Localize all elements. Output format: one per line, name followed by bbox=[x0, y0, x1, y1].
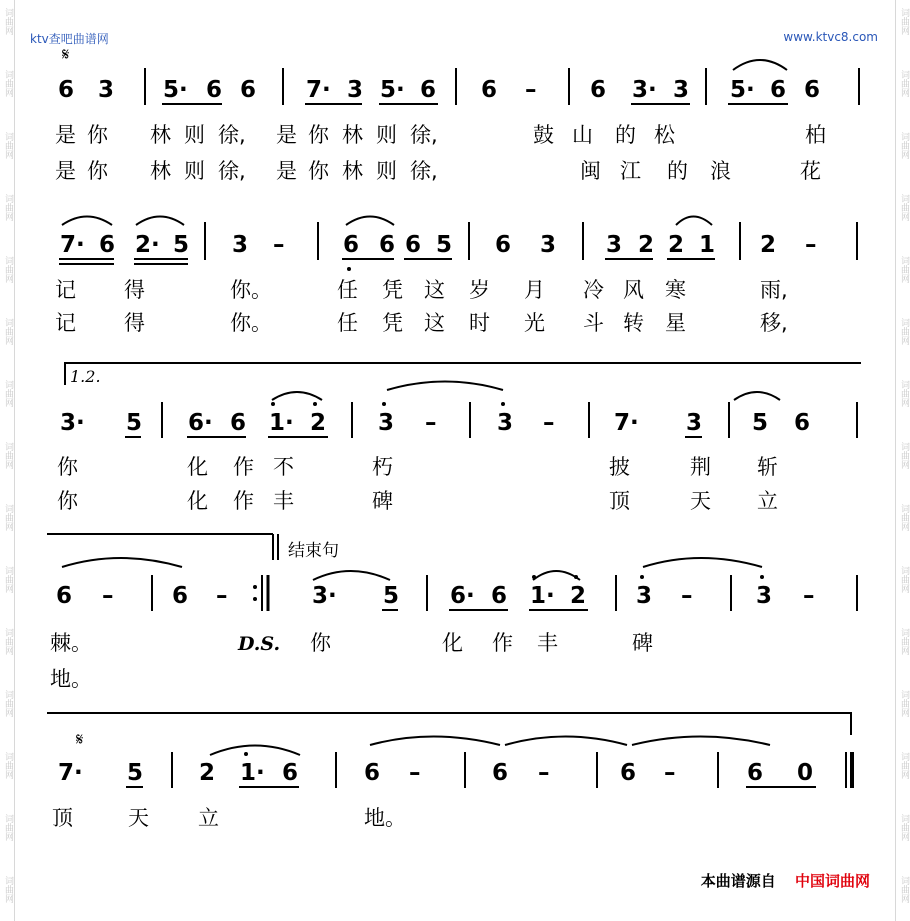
footer-source: 本曲谱源自 bbox=[700, 872, 776, 890]
lyric-char: 林 bbox=[342, 159, 363, 183]
lyric-char: 风 bbox=[623, 278, 644, 302]
lyric-char: 作 bbox=[233, 489, 254, 513]
svg-text:3·: 3· bbox=[60, 410, 85, 436]
lyric-char: 任 bbox=[337, 278, 358, 302]
lyric-char: 丰 bbox=[273, 489, 294, 513]
svg-text:–: – bbox=[538, 760, 550, 786]
lyric-char: 你 bbox=[87, 159, 108, 183]
lyric-char: 寒 bbox=[665, 278, 686, 302]
svg-text:2: 2 bbox=[760, 232, 777, 258]
svg-text:2: 2 bbox=[570, 583, 587, 609]
lyric-char: 星 bbox=[665, 311, 686, 335]
svg-text:6: 6 bbox=[481, 77, 498, 103]
lyric-char: 雨, bbox=[760, 278, 788, 302]
svg-text:–: – bbox=[273, 232, 285, 258]
side-watermark-text: 词曲网 bbox=[3, 690, 13, 717]
lyric-char: 化 bbox=[442, 631, 463, 655]
side-watermark-text: 词曲网 bbox=[899, 132, 909, 159]
lyric-char: 柏 bbox=[805, 123, 826, 147]
svg-text:2·: 2· bbox=[135, 232, 160, 258]
svg-text:6: 6 bbox=[364, 760, 381, 786]
svg-text:6: 6 bbox=[491, 583, 508, 609]
svg-text:6: 6 bbox=[56, 583, 73, 609]
lyric-char: 斩 bbox=[757, 455, 778, 479]
svg-text:2: 2 bbox=[638, 232, 655, 258]
lyric-char: 你 bbox=[57, 455, 78, 479]
svg-text:–: – bbox=[543, 410, 555, 436]
svg-text:5: 5 bbox=[173, 232, 190, 258]
side-watermark-text: 词曲网 bbox=[3, 70, 13, 97]
lyric-char: 你 bbox=[57, 489, 78, 513]
lyric-char: 碑 bbox=[632, 631, 653, 655]
side-watermark-text: 词曲网 bbox=[899, 876, 909, 903]
lyric-char: 顶 bbox=[52, 806, 73, 830]
lyric-char: 斗 bbox=[583, 311, 604, 335]
side-watermark-text: 词曲网 bbox=[899, 690, 909, 717]
side-watermark-text: 词曲网 bbox=[899, 318, 909, 345]
lyric-char: 是 bbox=[55, 123, 76, 147]
lyric-char: 移, bbox=[760, 311, 788, 335]
svg-text:1·: 1· bbox=[530, 583, 555, 609]
lyric-char: 浪 bbox=[710, 159, 731, 183]
svg-text:6: 6 bbox=[172, 583, 189, 609]
lyric-char: 丰 bbox=[537, 631, 558, 655]
svg-text:3: 3 bbox=[540, 232, 557, 258]
svg-text:5: 5 bbox=[436, 232, 453, 258]
svg-text:–: – bbox=[803, 583, 815, 609]
lyric-char: 得 bbox=[124, 311, 145, 335]
lyric-char: 的 bbox=[615, 123, 636, 147]
side-watermark-text: 词曲网 bbox=[899, 628, 909, 655]
svg-text:3: 3 bbox=[686, 410, 703, 436]
side-watermark-text: 词曲网 bbox=[3, 566, 13, 593]
svg-text:7·: 7· bbox=[58, 760, 83, 786]
side-watermark-text: 词曲网 bbox=[899, 380, 909, 407]
svg-text:–: – bbox=[425, 410, 437, 436]
lyric-char: 转 bbox=[623, 311, 644, 335]
segno-mark-2: 𝄋 bbox=[76, 730, 84, 750]
svg-text:0: 0 bbox=[797, 760, 814, 786]
lyric-char: 这 bbox=[424, 311, 445, 335]
ds-label: D.S. bbox=[238, 633, 281, 655]
side-watermark-text: 词曲网 bbox=[899, 70, 909, 97]
lyric-char: 作 bbox=[233, 455, 254, 479]
lyric-char: 是 bbox=[276, 159, 297, 183]
lyric-char: 这 bbox=[424, 278, 445, 302]
lyric-char: 花 bbox=[800, 159, 821, 183]
side-watermark-text: 词曲网 bbox=[3, 814, 13, 841]
side-watermark-text: 词曲网 bbox=[899, 442, 909, 469]
segno-mark: 𝄋 bbox=[62, 45, 70, 65]
svg-text:3: 3 bbox=[98, 77, 115, 103]
side-watermark-text: 词曲网 bbox=[3, 628, 13, 655]
side-watermark-text: 词曲网 bbox=[3, 132, 13, 159]
svg-text:3·: 3· bbox=[312, 583, 337, 609]
ending-label: 结束句 bbox=[288, 541, 339, 561]
side-watermark-text: 词曲网 bbox=[899, 814, 909, 841]
svg-text:6: 6 bbox=[405, 232, 422, 258]
lyric-char: 是 bbox=[276, 123, 297, 147]
lyric-char: 岁 bbox=[469, 278, 490, 302]
svg-text:3: 3 bbox=[606, 232, 623, 258]
lyric-char: 时 bbox=[469, 311, 490, 335]
svg-text:3·: 3· bbox=[632, 77, 657, 103]
svg-text:6: 6 bbox=[794, 410, 811, 436]
lyric-char: 你 bbox=[87, 123, 108, 147]
lyric-char: 徐, bbox=[410, 123, 438, 147]
svg-text:6: 6 bbox=[379, 232, 396, 258]
lyric-char: 徐, bbox=[410, 159, 438, 183]
svg-text:1: 1 bbox=[699, 232, 716, 258]
svg-text:5·: 5· bbox=[380, 77, 405, 103]
footer-site: 中国词曲网 bbox=[794, 872, 870, 890]
lyric-char: 得 bbox=[124, 278, 145, 302]
svg-text:1·: 1· bbox=[240, 760, 265, 786]
side-watermark-text: 词曲网 bbox=[899, 8, 909, 35]
svg-text:6: 6 bbox=[343, 232, 360, 258]
lyric-char: 棘。 bbox=[50, 631, 92, 655]
volta-label: 1.2. bbox=[70, 367, 101, 386]
svg-text:5·: 5· bbox=[730, 77, 755, 103]
lyric-char: 天 bbox=[128, 806, 149, 830]
lyric-char: 凭 bbox=[382, 311, 403, 335]
svg-text:5: 5 bbox=[126, 410, 143, 436]
svg-text:2: 2 bbox=[668, 232, 685, 258]
svg-text:3: 3 bbox=[347, 77, 364, 103]
side-watermark-text: 词曲网 bbox=[3, 876, 13, 903]
svg-text:6: 6 bbox=[804, 77, 821, 103]
lyric-char: 顶 bbox=[609, 489, 630, 513]
lyric-char: 月 bbox=[524, 278, 545, 302]
svg-text:7·: 7· bbox=[60, 232, 85, 258]
lyric-char: 你。 bbox=[230, 311, 272, 335]
lyric-char: 闽 bbox=[580, 159, 601, 183]
lyric-char: 你 bbox=[308, 159, 329, 183]
svg-text:6: 6 bbox=[230, 410, 247, 436]
side-watermark-text: 词曲网 bbox=[899, 752, 909, 779]
svg-text:6: 6 bbox=[747, 760, 764, 786]
svg-text:3: 3 bbox=[756, 583, 773, 609]
svg-text:6: 6 bbox=[240, 77, 257, 103]
svg-text:–: – bbox=[409, 760, 421, 786]
lyric-char: 不 bbox=[273, 455, 294, 479]
lyric-char: 地。 bbox=[50, 667, 92, 691]
lyric-char: 江 bbox=[620, 159, 641, 183]
lyric-char: 披 bbox=[609, 455, 630, 479]
svg-text:3: 3 bbox=[497, 410, 514, 436]
svg-text:6: 6 bbox=[770, 77, 787, 103]
lyric-char: 朽 bbox=[372, 455, 393, 479]
lyric-char: 则 bbox=[376, 123, 397, 147]
lyric-char: 光 bbox=[524, 311, 545, 335]
lyric-char: 徐, bbox=[218, 159, 246, 183]
svg-text:–: – bbox=[525, 77, 537, 103]
side-watermark-text: 词曲网 bbox=[899, 256, 909, 283]
lyric-char: 碑 bbox=[372, 489, 393, 513]
svg-text:2: 2 bbox=[310, 410, 327, 436]
svg-text:2: 2 bbox=[199, 760, 216, 786]
lyric-char: 你。 bbox=[230, 278, 272, 302]
svg-text:6·: 6· bbox=[450, 583, 475, 609]
lyric-char: 任 bbox=[337, 311, 358, 335]
svg-text:3: 3 bbox=[673, 77, 690, 103]
lyric-char: 是 bbox=[55, 159, 76, 183]
svg-text:–: – bbox=[664, 760, 676, 786]
lyric-char: 徐, bbox=[218, 123, 246, 147]
side-watermark-text: 词曲网 bbox=[3, 442, 13, 469]
lyric-char: 你 bbox=[310, 631, 331, 655]
side-watermark-text: 词曲网 bbox=[3, 194, 13, 221]
lyric-char: 林 bbox=[150, 159, 171, 183]
svg-text:5·: 5· bbox=[163, 77, 188, 103]
side-watermark-text: 词曲网 bbox=[3, 318, 13, 345]
lyric-char: 立 bbox=[757, 489, 778, 513]
watermark-left: ktv查吧曲谱网 bbox=[30, 32, 109, 46]
lyric-char: 山 bbox=[572, 123, 593, 147]
svg-text:6: 6 bbox=[282, 760, 299, 786]
lyric-char: 荆 bbox=[690, 455, 711, 479]
lyric-char: 林 bbox=[150, 123, 171, 147]
svg-text:6: 6 bbox=[420, 77, 437, 103]
lyric-char: 则 bbox=[184, 123, 205, 147]
watermark-right: www.ktvc8.com bbox=[783, 30, 878, 44]
lyric-char: 松 bbox=[654, 123, 675, 147]
svg-text:6: 6 bbox=[58, 77, 75, 103]
lyric-char: 则 bbox=[184, 159, 205, 183]
svg-text:–: – bbox=[805, 232, 817, 258]
lyric-char: 化 bbox=[187, 455, 208, 479]
lyric-char: 林 bbox=[342, 123, 363, 147]
lyric-char: 作 bbox=[492, 631, 513, 655]
lyric-char: 则 bbox=[376, 159, 397, 183]
svg-text:6: 6 bbox=[99, 232, 116, 258]
svg-text:6: 6 bbox=[590, 77, 607, 103]
svg-text:6: 6 bbox=[495, 232, 512, 258]
svg-text:1·: 1· bbox=[269, 410, 294, 436]
svg-text:7·: 7· bbox=[614, 410, 639, 436]
lyric-char: 鼓 bbox=[533, 123, 554, 147]
footer bbox=[701, 870, 870, 891]
side-watermark-text: 词曲网 bbox=[3, 380, 13, 407]
lyric-char: 的 bbox=[667, 159, 688, 183]
svg-text:3: 3 bbox=[636, 583, 653, 609]
svg-text:5: 5 bbox=[127, 760, 144, 786]
lyric-char: 天 bbox=[690, 489, 711, 513]
svg-text:5: 5 bbox=[752, 410, 769, 436]
lyric-char: 立 bbox=[198, 806, 219, 830]
lyric-char: 凭 bbox=[382, 278, 403, 302]
svg-text:3: 3 bbox=[232, 232, 249, 258]
lyric-char: 地。 bbox=[364, 806, 406, 830]
lyric-char: 化 bbox=[187, 489, 208, 513]
svg-text:–: – bbox=[102, 583, 114, 609]
side-watermark-text: 词曲网 bbox=[3, 256, 13, 283]
lyric-char: 冷 bbox=[583, 278, 604, 302]
svg-text:5: 5 bbox=[383, 583, 400, 609]
svg-text:6·: 6· bbox=[188, 410, 213, 436]
side-watermark-text: 词曲网 bbox=[899, 194, 909, 221]
svg-text:–: – bbox=[681, 583, 693, 609]
side-watermark-text: 词曲网 bbox=[3, 504, 13, 531]
svg-text:6: 6 bbox=[206, 77, 223, 103]
svg-text:7·: 7· bbox=[306, 77, 331, 103]
lyric-char: 记 bbox=[55, 278, 76, 302]
lyric-char: 你 bbox=[308, 123, 329, 147]
svg-text:6: 6 bbox=[492, 760, 509, 786]
side-watermark-text: 词曲网 bbox=[899, 504, 909, 531]
side-watermark-text: 词曲网 bbox=[899, 566, 909, 593]
side-watermark-text: 词曲网 bbox=[3, 752, 13, 779]
svg-text:3: 3 bbox=[378, 410, 395, 436]
svg-text:–: – bbox=[216, 583, 228, 609]
svg-text:6: 6 bbox=[620, 760, 637, 786]
lyric-char: 记 bbox=[55, 311, 76, 335]
side-watermark-text: 词曲网 bbox=[3, 8, 13, 35]
